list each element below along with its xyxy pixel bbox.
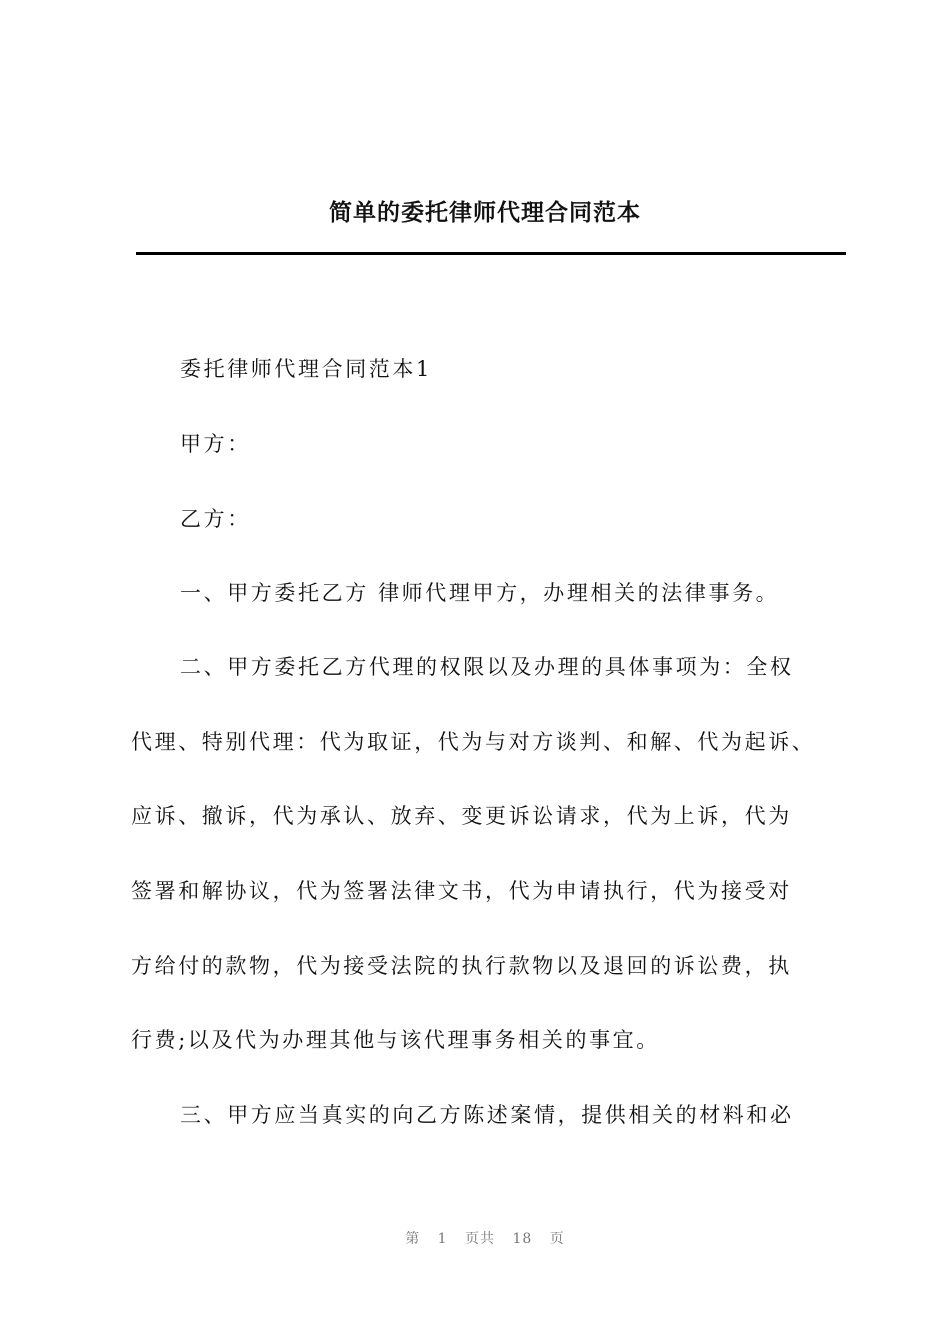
clause-2-line-2: 代理、特别代理：代为取证，代为与对方谈判、和解、代为起诉、 — [131, 730, 816, 754]
party-b-label: 乙方： — [180, 507, 251, 531]
clause-2-line-5: 方给付的款物，代为接受法院的执行款物以及退回的诉讼费，执 — [131, 954, 792, 978]
clause-2-line-1: 二、甲方委托乙方代理的权限以及办理的具体事项为：全权 — [180, 655, 794, 679]
clause-3-line-1: 三、甲方应当真实的向乙方陈述案情，提供相关的材料和必 — [180, 1103, 794, 1127]
title-underline — [136, 252, 846, 255]
document-title: 简单的委托律师代理合同范本 — [329, 199, 641, 226]
total-pages-number: 18 — [512, 1231, 533, 1247]
clause-2-line-3: 应诉、撤诉，代为承认、放弃、变更诉讼请求，代为上诉，代为 — [131, 804, 792, 828]
footer-suffix: 页 — [549, 1231, 565, 1247]
footer-prefix: 第 — [405, 1231, 421, 1247]
current-page-number: 1 — [437, 1231, 448, 1247]
party-a-label: 甲方： — [180, 432, 251, 456]
page-footer — [0, 1228, 950, 1248]
clause-2-line-6: 行费;以及代为办理其他与该代理事务相关的事宜。 — [131, 1028, 660, 1052]
contract-heading: 委托律师代理合同范本1 — [180, 357, 432, 381]
footer-mid: 页共 — [465, 1231, 496, 1247]
clause-1-line: 一、甲方委托乙方 律师代理甲方，办理相关的法律事务。 — [180, 581, 780, 605]
clause-2-line-4: 签署和解协议，代为签署法律文书，代为申请执行，代为接受对 — [131, 879, 792, 903]
